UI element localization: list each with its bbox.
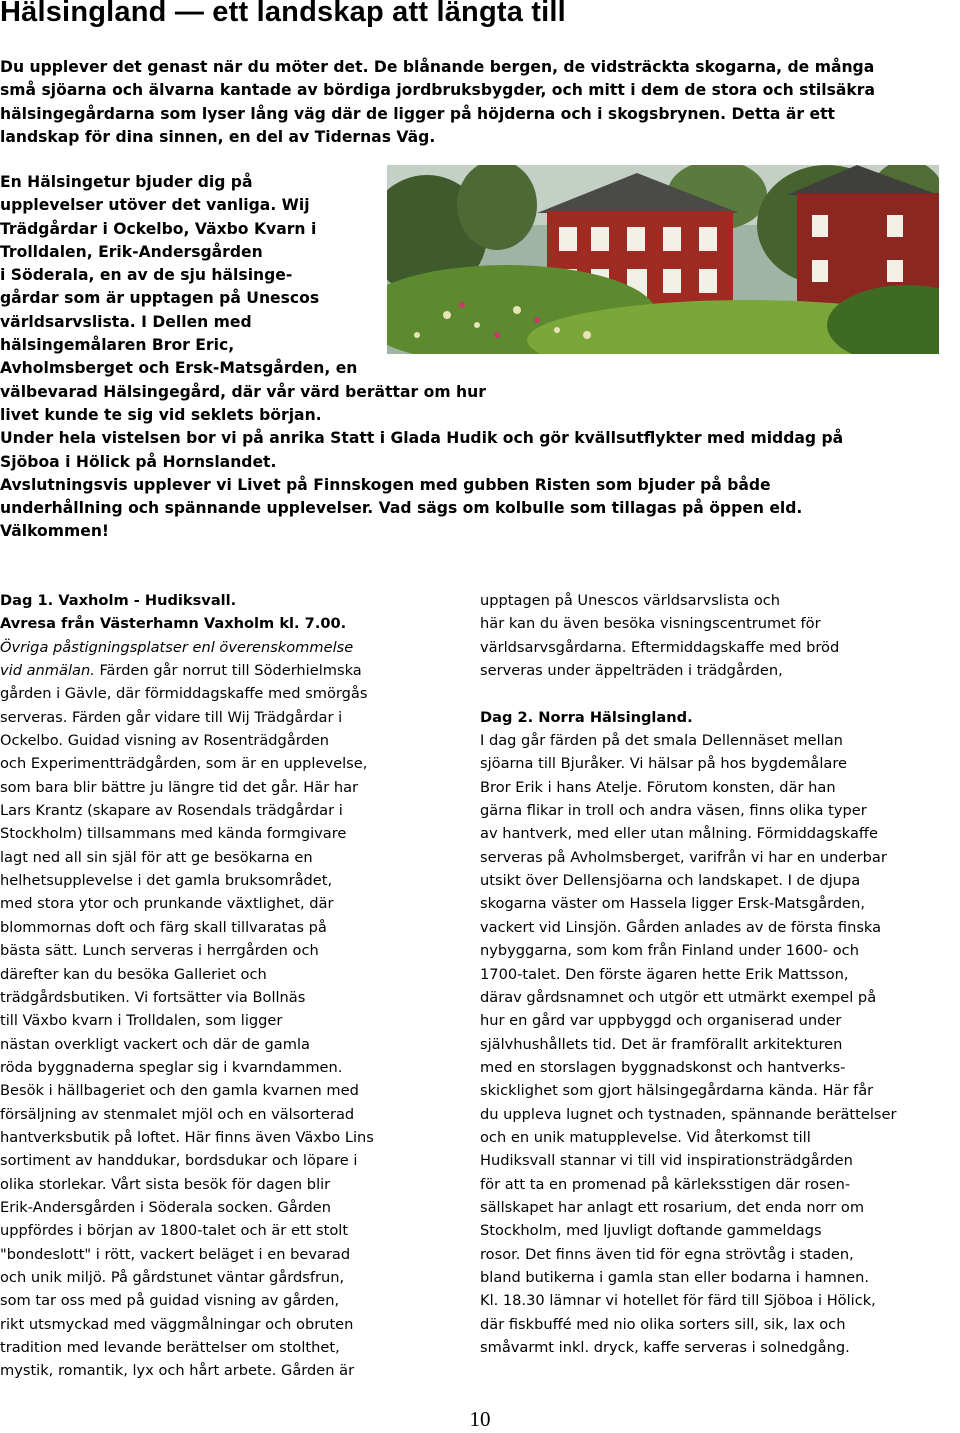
text-line: självhushållets tid. Det är framförallt arkitekturen [480, 1035, 843, 1053]
tour-summary-paragraph [0, 171, 945, 544]
text-line: som tar oss med på guidad visning av gården, [0, 1292, 340, 1310]
summary-line: underhållning och spännande upplevelser. Vad sägs om kolbulle som tillagas på öppen eld. [0, 499, 803, 518]
text-line: Kl. 18.30 lämnar vi hotellet för färd till Sjöboa i Hölick, [480, 1292, 876, 1310]
summary-line: En Hälsingetur bjuder dig på [0, 173, 253, 191]
text-line: blommornas doft och färg skall tillvaratas på [0, 918, 327, 936]
red-farmhouse-photo [387, 165, 939, 354]
day1-body [0, 682, 460, 1382]
farmhouse-illustration [387, 165, 939, 354]
text-line: Stockholm) tillsammans med kända formgivare [0, 825, 347, 843]
text-line: olika storlekar. Vårt sista besök för dagen blir [0, 1175, 331, 1193]
day1-heading: Dag 1. Vaxholm - Hudiksvall. [0, 592, 237, 609]
text-line: gården i Gävle, där förmiddagskaffe med smörgås [0, 685, 368, 703]
summary-line: gårdar som är upptagen på Unescos [0, 289, 320, 308]
text-line: Hudiksvall stannar vi till vid inspirationsträdgården [480, 1152, 853, 1170]
day1-text-start: Färden går norrut till Söderhielmska [94, 662, 362, 680]
departure-line: Avresa från Västerhamn Vaxholm kl. 7.00. [0, 615, 347, 633]
text-line: Lars Krantz (skapare av Rosendals trädgårdar i [0, 802, 343, 820]
text-line: försäljning av stenmalet mjöl och en välsorterad [0, 1105, 355, 1123]
text-line: här kan du även besöka visningscentrumet för [480, 615, 821, 633]
text-line: I dag går färden på det smala Dellennäset mellan [480, 732, 843, 750]
text-line: vackert vid Linsjön. Gården anlades av de första finska [480, 918, 882, 936]
left-column [0, 589, 460, 1383]
text-line: uppfördes i början av 1800-talet och är ett stolt [0, 1222, 349, 1240]
intro-paragraph [0, 56, 945, 149]
text-line: Bror Erik i hans Atelje. Förutom konsten, där han [480, 778, 836, 796]
text-line: skogarna väster om Hassela ligger Ersk-Matsgården, [480, 895, 866, 913]
text-line: bästa sätt. Lunch serveras i herrgården och [0, 942, 319, 960]
summary-line: Trädgårdar i Ockelbo, Växbo Kvarn i [0, 219, 317, 238]
text-line: där fiskbuffé med nio olika sorters sill, sik, lax och [480, 1315, 846, 1333]
text-line: rosor. Det finns även tid för egna strövtåg i staden, [480, 1245, 854, 1263]
intro-line: små sjöarna och älvarna kantade av bördiga jordbruksbygder, och mitt i dem de stora och stilsäkra [0, 81, 875, 100]
text-line: bland butikerna i gamla stan eller bodarna i hamnen. [480, 1268, 869, 1286]
summary-line: i Söderala, en av de sju hälsinge- [0, 266, 293, 285]
text-line: och en unik matupplevelse. Vid återkomst till [480, 1128, 811, 1146]
summary-line: Trolldalen, Erik-Andersgården [0, 242, 263, 261]
text-line: helhetsupplevelse i det gamla bruksområdet, [0, 872, 333, 890]
text-line: sortiment av handdukar, bordsdukar och löpare i [0, 1152, 358, 1170]
text-line: till Växbo kvarn i Trolldalen, som ligger [0, 1012, 283, 1030]
text-line: för att ta en promenad på kärleksstigen där rosen- [480, 1175, 851, 1193]
text-line: och unik miljö. På gårdstunet väntar gårdsfrun, [0, 1268, 345, 1286]
text-line: nybyggarna, som kom från Finland under 1600- och [480, 942, 859, 960]
text-line: serveras på Avholmsberget, varifrån vi har en underbar [480, 848, 887, 866]
text-line: världsarvsgårdarna. Eftermiddagskaffe med bröd [480, 638, 840, 656]
text-line: upptagen på Unescos världsarvslista och [480, 592, 781, 609]
text-line: med en storslagen byggnadskonst och hantverks- [480, 1058, 846, 1076]
summary-line: Avholmsberget och Ersk-Matsgården, en välbevarad Hälsingegård, där vår värd berättar om hur [0, 359, 486, 401]
text-line: trädgårdsbutiken. Vi fortsätter via Bollnäs [0, 988, 306, 1006]
text-line: Besök i hällbageriet och den gamla kvarnen med [0, 1082, 359, 1100]
day2-heading: Dag 2. Norra Hälsingland. [480, 708, 693, 726]
summary-line: världsarvslista. I Dellen med [0, 312, 252, 331]
pickup-note-line: Övriga påstigningsplatser enl överenskommelse [0, 638, 354, 656]
text-line: "bondeslott" i rött, vackert beläget i en bevarad [0, 1245, 351, 1263]
text-line: serveras under äppelträden i trädgården, [480, 662, 783, 680]
summary-line: Välkommen! [0, 522, 110, 541]
page-title: Hälsingland — ett landskap att längta till [0, 0, 566, 28]
text-line: nästan overkligt vackert och där de gamla [0, 1035, 310, 1053]
text-line: sällskapet har anlagt ett rosarium, det enda norr om [480, 1198, 865, 1216]
pickup-note-line-2 [0, 659, 460, 682]
pickup-note-italic: vid anmälan. [0, 662, 95, 680]
text-line: röda byggnaderna speglar sig i kvarndammen. [0, 1058, 343, 1076]
text-line: av hantverk, med eller utan målning. Förmiddagskaffe [480, 825, 878, 843]
summary-line: upplevelser utöver det vanliga. Wij [0, 196, 310, 215]
summary-line: hälsingemålaren Bror Eric, [0, 336, 235, 355]
summary-line: Sjöboa i Hölick på Hornslandet. [0, 452, 277, 471]
text-line: med stora ytor och prunkande växtlighet, där [0, 895, 334, 913]
text-line: gärna flikar in troll och andra väsen, finns olika typer [480, 802, 867, 820]
text-line: utsikt över Dellensjöarna och landskapet. I de djupa [480, 872, 861, 890]
text-line: 1700-talet. Den förste ägaren hette Erik Mattsson, [480, 965, 849, 983]
right-column [480, 589, 960, 1359]
text-line: tradition med levande berättelser om stolthet, [0, 1339, 340, 1356]
text-line: du uppleva lugnet och tystnaden, spännande berättelser [480, 1105, 897, 1123]
text-line: mystik, romantik, lyx och hårt arbete. Gården är [0, 1362, 355, 1380]
summary-line: livet kunde te sig vid seklets början. [0, 405, 322, 424]
text-line: Stockholm, med ljuvligt doftande gammeldags [480, 1222, 822, 1240]
text-line: hur en gård var uppbyggd och organiserad under [480, 1012, 842, 1030]
intro-line: landskap för dina sinnen, en del av Tidernas Väg. [0, 127, 436, 146]
paragraph-gap [480, 682, 960, 705]
page-number: 10 [469, 1407, 491, 1431]
text-line: rikt utsmyckad med väggmålningar och obruten [0, 1315, 354, 1333]
text-line: Ockelbo. Guidad visning av Rosenträdgården [0, 732, 329, 750]
text-line: därav gårdsnamnet och utgör ett utmärkt exempel på [480, 988, 877, 1006]
summary-line: Avslutningsvis upplever vi Livet på Finnskogen med gubben Risten som bjuder på både [0, 475, 771, 494]
text-line: lagt ned all sin själ för att ge besökarna en [0, 848, 313, 866]
text-line: hantverksbutik på loftet. Här finns även Växbo Lins [0, 1128, 374, 1146]
intro-line: hälsingegårdarna som lyser lång väg där de ligger på höjderna och i skogsbrynen. Detta är ett [0, 104, 835, 123]
summary-line: Under hela vistelsen bor vi på anrika Statt i Glada Hudik och gör kvällsutflykter med middag på [0, 429, 844, 448]
text-line: serveras. Färden går vidare till Wij Trädgårdar i [0, 708, 343, 726]
text-line: sjöarna till Bjuråker. Vi hälsar på hos bygdemålare [480, 755, 848, 773]
text-line: därefter kan du besöka Galleriet och [0, 965, 267, 983]
text-line: och Experimentträdgården, som är en upplevelse, [0, 755, 368, 773]
day2-body [480, 729, 960, 1359]
text-line: småvarmt inkl. dryck, kaffe serveras i solnedgång. [480, 1339, 850, 1356]
text-line: som bara blir bättre ju längre tid det går. Här har [0, 778, 359, 796]
day1-body-continued [480, 589, 960, 682]
text-line: Erik-Andersgården i Söderala socken. Gården [0, 1198, 332, 1216]
text-line: skicklighet som gjort hälsingegårdarna kända. Här får [480, 1082, 874, 1100]
intro-line: Du upplever det genast när du möter det. De blånande bergen, de vidsträckta skogarna, de många [0, 58, 875, 76]
